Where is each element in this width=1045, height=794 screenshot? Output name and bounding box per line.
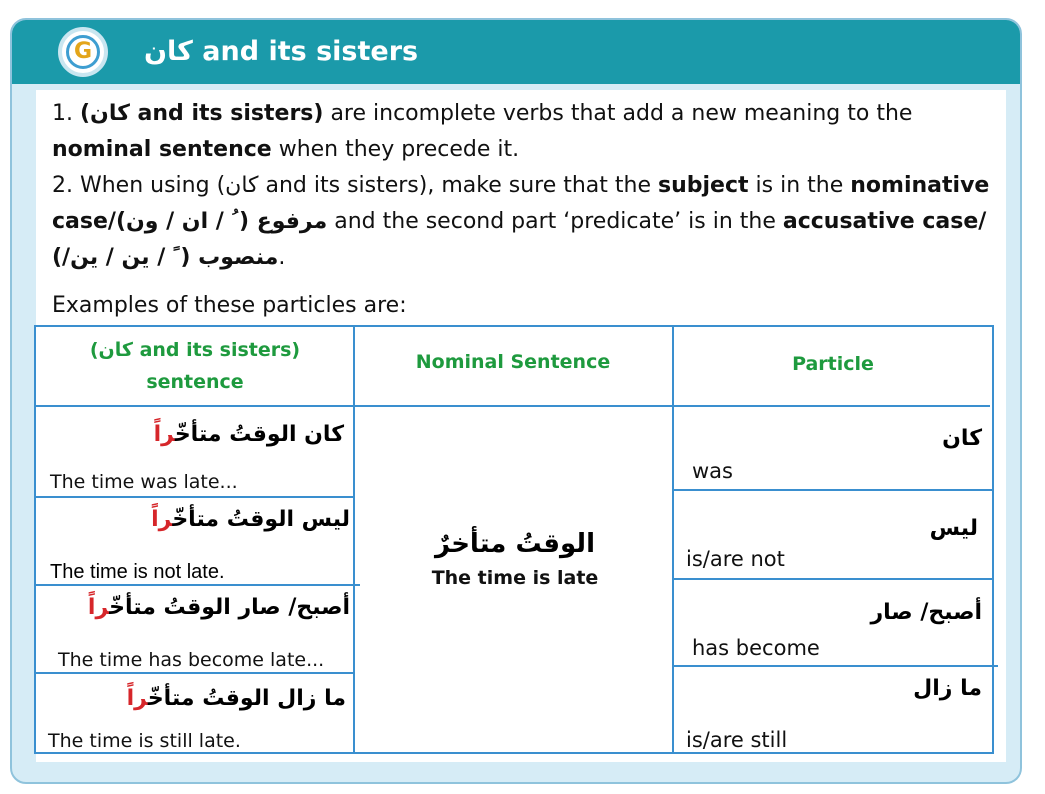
column-header-sentence: (كان and its sisters) sentence (89, 339, 301, 393)
particle-en-4: is/are still (686, 728, 788, 752)
right-row-divider-1 (674, 489, 992, 491)
intro-text (52, 96, 1002, 276)
sentence-ar-row-1-main: كان الوقتُ متأخّ (174, 422, 344, 447)
p1-tail: when they precede it. (271, 137, 520, 162)
table-border-left (34, 325, 36, 754)
p1-text: are incomplete verbs that add a new meaning to the (323, 101, 913, 126)
nominal-sentence-ar: الوقتُ متأخرٌ (435, 529, 595, 559)
column-header-nominal: Nominal Sentence (415, 351, 611, 373)
p2-bold-accusative-endings: ( ً / ين / ين/) (52, 245, 199, 270)
page-title: كان and its sisters (144, 36, 419, 67)
p2-bold-nominative: nominative case/مرفوع (52, 173, 990, 234)
p1-bold-term: (كان and its sisters) (79, 101, 324, 126)
p2-bold-subject: subject (658, 173, 749, 198)
right-row-divider-3 (674, 665, 998, 667)
examples-heading: Examples of these particles are: (52, 293, 407, 318)
p2-bold-accusative: accusative case/ منصوب (198, 209, 987, 270)
sentence-ar-row-2-main: ليس الوقتُ متأخّ (172, 507, 350, 532)
left-row-divider-1 (36, 496, 354, 498)
particle-ar-1: كان (942, 426, 982, 451)
sentence-ar-row-1-ending: راً (153, 422, 175, 447)
p1-number: 1. (52, 101, 80, 126)
sentence-en-row-1: The time was late... (50, 471, 238, 493)
p2-bold-nominative-endings: ( ُ / ان / ون) (115, 209, 257, 234)
particle-en-3: has become (692, 636, 820, 660)
intro-paragraph-1 (52, 96, 1002, 168)
logo-g-icon: G (66, 35, 100, 69)
particle-ar-3: أصبح/ صار (870, 600, 982, 625)
particle-ar-2: ليس (929, 516, 978, 541)
table-col-divider-2 (672, 325, 674, 754)
sentence-ar-row-2-ending: راً (151, 507, 173, 532)
sentence-ar-row-3-main: أصبح/ صار الوقتُ متأخّ (109, 595, 350, 620)
table-border-top (34, 325, 994, 327)
table-border-right (992, 325, 994, 754)
sentence-ar-row-3-ending: راً (87, 595, 110, 620)
intro-paragraph-2 (52, 168, 1002, 276)
particle-en-1: was (692, 459, 733, 483)
sentence-en-row-4: The time is still late. (48, 730, 241, 752)
particle-ar-4: ما زال (913, 676, 982, 701)
p1-bold-nominal: nominal sentence (52, 137, 272, 162)
sentence-ar-row-4-main: ما زال الوقتُ متأخّ (147, 686, 346, 711)
sentence-ar-row-4-ending: راً (126, 686, 148, 711)
logo (58, 27, 108, 77)
p2-text-f: and the second part ‘predicate’ is in the (327, 209, 783, 234)
p2-text-c: is in the (748, 173, 851, 198)
table-col-divider-1 (353, 325, 355, 754)
sentence-ar-row-4 (60, 684, 346, 714)
particle-en-2: is/are not (686, 547, 785, 571)
column-header-particle: Particle (792, 353, 874, 375)
p2-tail: . (278, 245, 286, 270)
table-header-divider (34, 405, 990, 407)
sentence-ar-row-3 (50, 593, 350, 623)
nominal-sentence-en: The time is late (431, 567, 599, 589)
sentence-en-row-3: The time has become late... (58, 649, 325, 671)
right-row-divider-2 (674, 578, 992, 580)
sentence-ar-row-1 (60, 420, 344, 450)
sentence-ar-row-2 (60, 505, 350, 535)
sentence-en-row-2: The time is not late. (50, 561, 225, 583)
p2-text-a: 2. When using (كان and its sisters), make sure that the (52, 173, 659, 198)
